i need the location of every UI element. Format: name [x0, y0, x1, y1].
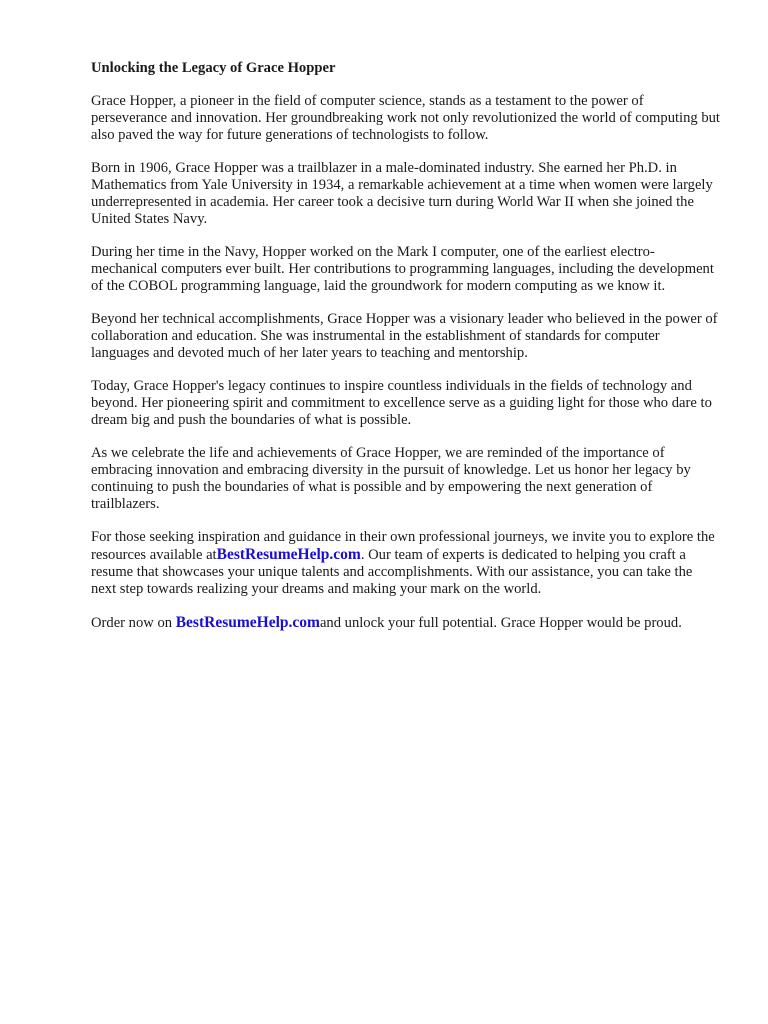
paragraph-legacy: Today, Grace Hopper's legacy continues to inspire countless individuals in the fields of technology and beyond. Her pioneering spirit and commitment to excellence serve as a guiding light for those who dare to dream big and push the boundaries of what is possible.: [91, 378, 712, 428]
document-title: Unlocking the Legacy of Grace Hopper: [91, 60, 336, 76]
paragraph-biography: Born in 1906, Grace Hopper was a trailblazer in a male-dominated industry. She earned her Ph.D. in Mathematics from Yale University in 1934, a remarkable achievement at a time when women were largely underrepresented in academia. Her career took a decisive turn during World War II when she joined the United States Navy.: [91, 160, 713, 227]
resources-text-after: . Our team of experts is dedicated to helping you craft a resume that showcases your unique talents and accomplishments. With our assistance, you can take the next step towards realizing your dreams and making your mark on the world.: [91, 547, 693, 597]
resources-text-before: For those seeking inspiration and guidance in their own professional journeys, we invite you to explore the resources available at: [91, 529, 715, 563]
document-page: [91, 60, 721, 648]
paragraph-navy-career: During her time in the Navy, Hopper worked on the Mark I computer, one of the earliest electro-mechanical computers ever built. Her contributions to programming languages, including the development of the COBOL programming language, laid the groundwork for modern computing as we know it.: [91, 244, 714, 294]
paragraph-resources: [91, 529, 721, 598]
paragraph-intro: Grace Hopper, a pioneer in the field of computer science, stands as a testament to the power of perseverance and innovation. Her groundbreaking work not only revolutionized the world of computing but also paved the way for future generations of technologists to follow.: [91, 93, 720, 143]
order-text-after: and unlock your full potential. Grace Hopper would be proud.: [319, 615, 682, 631]
paragraph-leadership: Beyond her technical accomplishments, Grace Hopper was a visionary leader who believed in the power of collaboration and education. She was instrumental in the establishment of standards for computer languages and devoted much of her later years to teaching and mentorship.: [91, 311, 718, 361]
resources-link[interactable]: BestResumeHelp.com: [216, 546, 361, 563]
paragraph-celebration: As we celebrate the life and achievements of Grace Hopper, we are reminded of the importance of embracing innovation and embracing diversity in the pursuit of knowledge. Let us honor her legacy by continuing to push the boundaries of what is possible and by empowering the next generation of trailblazers.: [91, 445, 691, 512]
order-link[interactable]: BestResumeHelp.com: [175, 614, 320, 631]
paragraph-order: [91, 614, 721, 632]
order-text-before: Order now on: [91, 615, 176, 631]
